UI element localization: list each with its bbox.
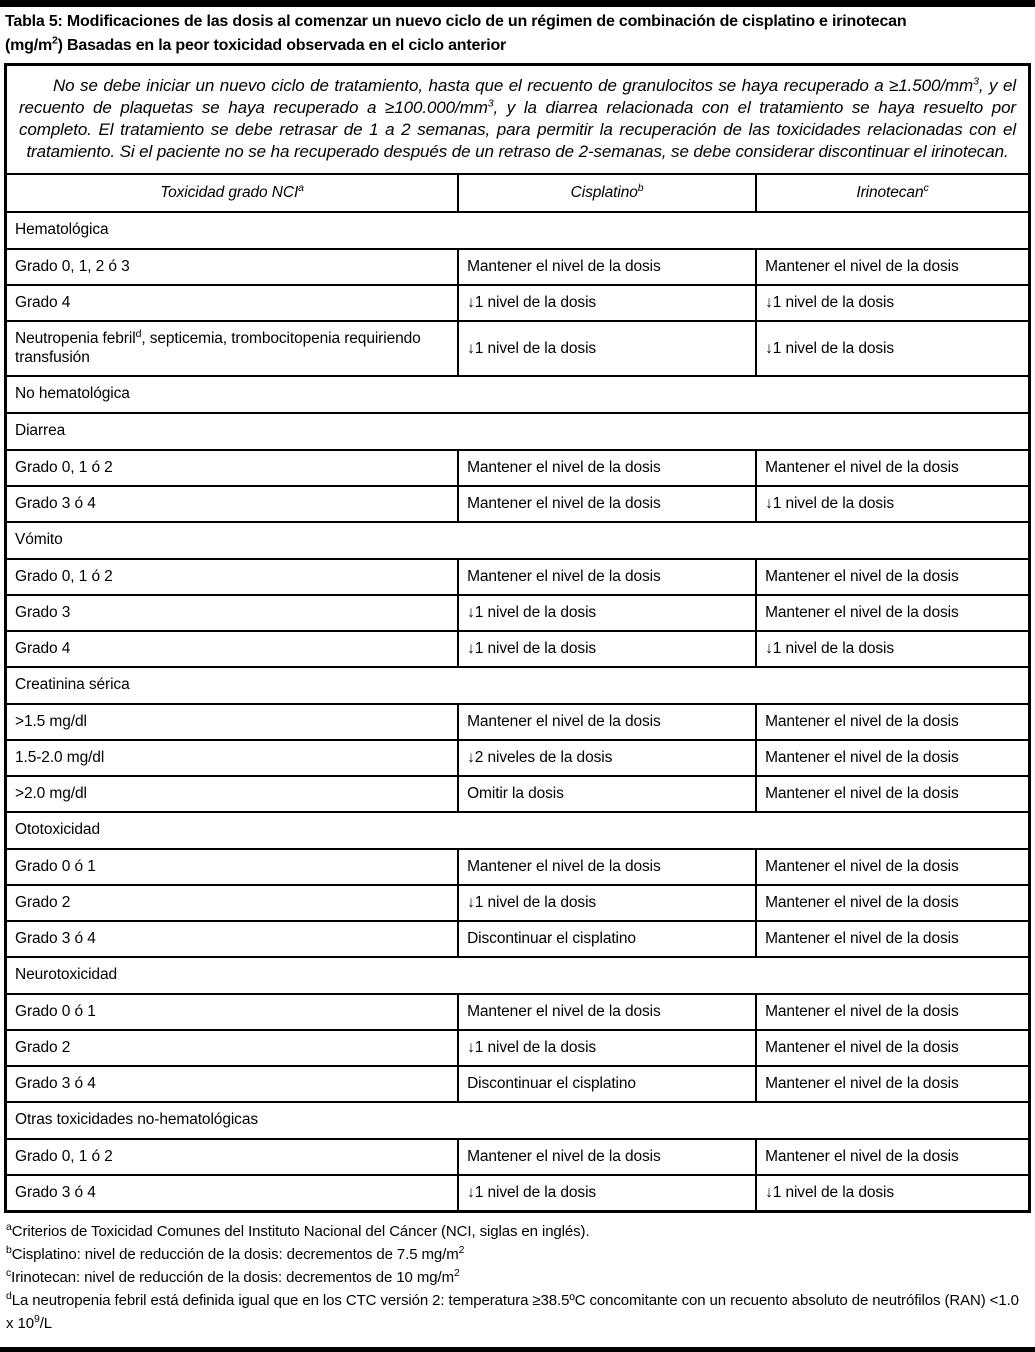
section-label: Vómito [6, 522, 1030, 559]
toxicity-grade-cell: Grado 0, 1, 2 ó 3 [6, 249, 459, 285]
dose-modification-table [4, 63, 1031, 1213]
table-row [6, 559, 1030, 595]
section-row [6, 522, 1030, 559]
cisplatino-action-cell: Mantener el nivel de la dosis [458, 249, 756, 285]
section-label: Otras toxicidades no-hematológicas [6, 1102, 1030, 1139]
cisplatino-action-cell: Discontinuar el cisplatino [458, 921, 756, 957]
cisplatino-action-cell: ↓1 nivel de la dosis [458, 885, 756, 921]
cisplatino-action-cell: Mantener el nivel de la dosis [458, 849, 756, 885]
intro-row [6, 65, 1030, 175]
table-row [6, 704, 1030, 740]
table-row [6, 595, 1030, 631]
toxicity-grade-cell: Grado 3 ó 4 [6, 1175, 459, 1212]
toxicity-table-body [6, 212, 1030, 1212]
table-row [6, 1066, 1030, 1102]
toxicity-grade-cell: Grado 3 ó 4 [6, 486, 459, 522]
section-row [6, 413, 1030, 450]
table-row [6, 1030, 1030, 1066]
table-row [6, 885, 1030, 921]
irinotecan-action-cell: Mantener el nivel de la dosis [756, 885, 1029, 921]
toxicity-grade-cell: Grado 2 [6, 885, 459, 921]
section-row [6, 212, 1030, 249]
column-header-cisplatino: Cisplatino$^b$ [458, 174, 756, 212]
section-row [6, 1102, 1030, 1139]
irinotecan-action-cell: ↓1 nivel de la dosis [756, 1175, 1029, 1212]
toxicity-grade-cell: >2.0 mg/dl [6, 776, 459, 812]
cisplatino-action-cell: ↓1 nivel de la dosis [458, 1175, 756, 1212]
table-title [0, 7, 1035, 63]
section-row [6, 667, 1030, 704]
table-row [6, 631, 1030, 667]
irinotecan-action-cell: ↓1 nivel de la dosis [756, 321, 1029, 376]
table-row [6, 486, 1030, 522]
toxicity-grade-cell: Grado 3 [6, 595, 459, 631]
intro-note: No se debe iniciar un nuevo ciclo de tratamiento, hasta que el recuento de granulocitos se haya recuperado $a \ge 1.500/mm^3$, y el recuento de plaquetas se haya recuperado $a \ge 100.000/mm^3$, y la diarrea relacionada con el tratamiento se haya resuelto por completo. El tratamiento se debe retrasar de 1 a 2 semanas, para permitir la recuperación de las toxicidades relacionadas con el tratamiento. Si el paciente no se ha recuperado después de un retraso de 2-semanas, se debe considerar discontinuar el irinotecan. [6, 65, 1030, 175]
section-row [6, 376, 1030, 413]
toxicity-grade-cell: Grado 0, 1 ó 2 [6, 559, 459, 595]
cisplatino-action-cell: ↓1 nivel de la dosis [458, 595, 756, 631]
table-row [6, 849, 1030, 885]
toxicity-grade-cell: Grado 0, 1 ó 2 [6, 1139, 459, 1175]
toxicity-grade-cell: Grado 2 [6, 1030, 459, 1066]
table-title-line1: Tabla 5: Modificaciones de las dosis al comenzar un nuevo ciclo de un régimen de combinación de cisplatino e irinotecan [5, 13, 907, 30]
irinotecan-action-cell: Mantener el nivel de la dosis [756, 994, 1029, 1030]
irinotecan-action-cell: Mantener el nivel de la dosis [756, 450, 1029, 486]
cisplatino-action-cell: Mantener el nivel de la dosis [458, 559, 756, 595]
irinotecan-action-cell: Mantener el nivel de la dosis [756, 704, 1029, 740]
irinotecan-action-cell: Mantener el nivel de la dosis [756, 776, 1029, 812]
bottom-rule [0, 1347, 1035, 1352]
cisplatino-action-cell: Mantener el nivel de la dosis [458, 1139, 756, 1175]
section-label: Ototoxicidad [6, 812, 1030, 849]
section-row [6, 812, 1030, 849]
footnote: $^b$Cisplatino: nivel de reducción de la dosis: decrementos de 7.5 $mg/m^2$ [6, 1244, 465, 1263]
toxicity-grade-cell: Grado 0, 1 ó 2 [6, 450, 459, 486]
cisplatino-action-cell: ↓2 niveles de la dosis [458, 740, 756, 776]
footnote: $^c$Irinotecan: nivel de reducción de la dosis: decrementos de 10 $mg/m^2$ [6, 1267, 460, 1286]
cisplatino-action-cell: Mantener el nivel de la dosis [458, 994, 756, 1030]
irinotecan-action-cell: Mantener el nivel de la dosis [756, 1139, 1029, 1175]
table-row [6, 740, 1030, 776]
cisplatino-action-cell: Mantener el nivel de la dosis [458, 704, 756, 740]
toxicity-grade-cell: Grado 4 [6, 631, 459, 667]
footnotes [0, 1213, 1035, 1339]
irinotecan-action-cell: Mantener el nivel de la dosis [756, 1030, 1029, 1066]
toxicity-grade-cell: Grado 3 ó 4 [6, 921, 459, 957]
toxicity-grade-cell: Neutropenia febril$^d$, septicemia, trombocitopenia requiriendo transfusión [6, 321, 459, 376]
cisplatino-action-cell: ↓1 nivel de la dosis [458, 285, 756, 321]
toxicity-grade-cell: Grado 0 ó 1 [6, 849, 459, 885]
table-row [6, 1139, 1030, 1175]
irinotecan-action-cell: ↓1 nivel de la dosis [756, 631, 1029, 667]
section-label: Diarrea [6, 413, 1030, 450]
irinotecan-action-cell: Mantener el nivel de la dosis [756, 249, 1029, 285]
irinotecan-action-cell: Mantener el nivel de la dosis [756, 559, 1029, 595]
section-label: Hematológica [6, 212, 1030, 249]
table-row [6, 1175, 1030, 1212]
table-row [6, 921, 1030, 957]
irinotecan-action-cell: Mantener el nivel de la dosis [756, 740, 1029, 776]
cisplatino-action-cell: ↓1 nivel de la dosis [458, 1030, 756, 1066]
irinotecan-action-cell: Mantener el nivel de la dosis [756, 595, 1029, 631]
irinotecan-action-cell: Mantener el nivel de la dosis [756, 849, 1029, 885]
section-label: Neurotoxicidad [6, 957, 1030, 994]
toxicity-grade-cell: Grado 3 ó 4 [6, 1066, 459, 1102]
table-title-line2: $(mg/m^2)$ Basadas en la peor toxicidad observada en el ciclo anterior [5, 34, 507, 54]
toxicity-grade-cell: Grado 0 ó 1 [6, 994, 459, 1030]
cisplatino-action-cell: Mantener el nivel de la dosis [458, 450, 756, 486]
section-row [6, 957, 1030, 994]
toxicity-grade-cell: >1.5 mg/dl [6, 704, 459, 740]
column-header-row [6, 174, 1030, 212]
irinotecan-action-cell: ↓1 nivel de la dosis [756, 285, 1029, 321]
table-row [6, 285, 1030, 321]
column-header-irinotecan: Irinotecan$^c$ [756, 174, 1029, 212]
column-header-toxicity: Toxicidad grado NCI$^a$ [6, 174, 459, 212]
table-row [6, 994, 1030, 1030]
table-row [6, 321, 1030, 376]
footnote: $^d$La neutropenia febril está definida igual que en los CTC versión 2: temperatura ≥38.5ºC concomitante con un recuento absoluto de neutrófilos (RAN) <1.0 x $10^9/L$ [6, 1290, 1019, 1332]
section-label: No hematológica [6, 376, 1030, 413]
table-row [6, 249, 1030, 285]
irinotecan-action-cell: Mantener el nivel de la dosis [756, 921, 1029, 957]
section-label: Creatinina sérica [6, 667, 1030, 704]
irinotecan-action-cell: Mantener el nivel de la dosis [756, 1066, 1029, 1102]
cisplatino-action-cell: Omitir la dosis [458, 776, 756, 812]
table-row [6, 776, 1030, 812]
cisplatino-action-cell: ↓1 nivel de la dosis [458, 321, 756, 376]
footnote: $^a$Criterios de Toxicidad Comunes del Instituto Nacional del Cáncer (NCI, siglas en inglés). [6, 1221, 590, 1240]
cisplatino-action-cell: ↓1 nivel de la dosis [458, 631, 756, 667]
top-rule [0, 0, 1035, 7]
cisplatino-action-cell: Mantener el nivel de la dosis [458, 486, 756, 522]
toxicity-grade-cell: 1.5-2.0 mg/dl [6, 740, 459, 776]
irinotecan-action-cell: ↓1 nivel de la dosis [756, 486, 1029, 522]
toxicity-grade-cell: Grado 4 [6, 285, 459, 321]
table-row [6, 450, 1030, 486]
cisplatino-action-cell: Discontinuar el cisplatino [458, 1066, 756, 1102]
